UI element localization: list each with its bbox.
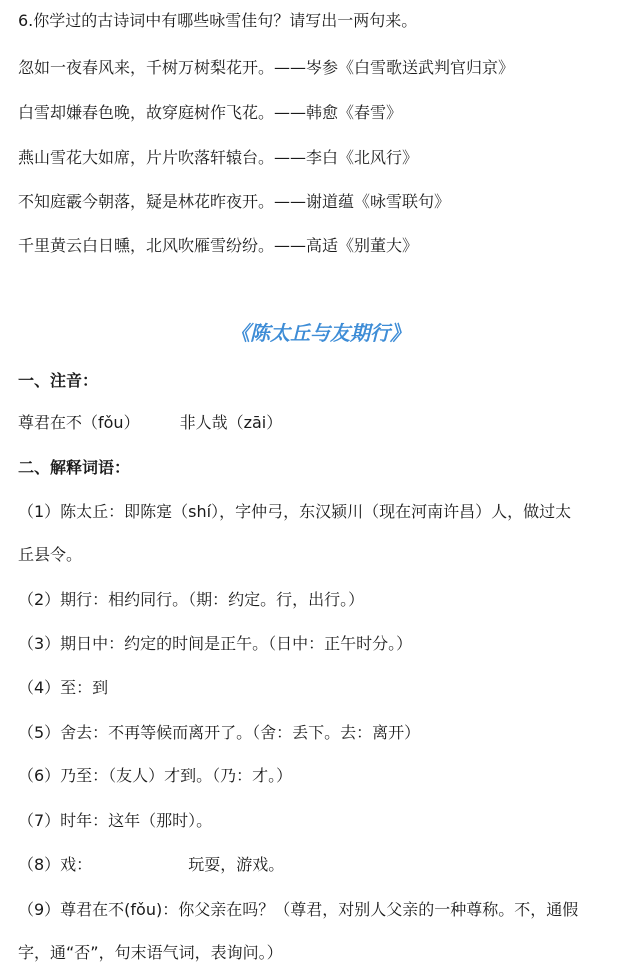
section-1-heading: 一、注音：	[18, 371, 99, 390]
definition-4: （4）至：到	[18, 678, 109, 697]
question-6-heading: 6.你学过的古诗词中有哪些咏雪佳句？请写出一两句来。	[18, 11, 418, 30]
definition-3: （3）期日中：约定的时间是正午。（日中：正午时分。）	[18, 634, 413, 653]
definition-9-line-1: （9）尊君在不(fǒu)：你父亲在吗？（尊君，对别人父亲的一种尊称。不，通假	[18, 900, 579, 919]
definition-7: （7）时年：这年（那时）。	[18, 811, 213, 830]
definition-2: （2）期行：相约同行。（期：约定。行，出行。）	[18, 590, 365, 609]
pinyin-item-2: 非人哉（zāi）	[179, 413, 283, 432]
definition-9-line-2: 字，通“否”，句末语气词，表询问。）	[18, 943, 283, 962]
definition-1-line-2: 丘县令。	[18, 545, 83, 564]
pinyin-item-1: 尊君在不（fǒu）	[18, 413, 140, 432]
poem-line-1: 忽如一夜春风来，千树万树梨花开。——岑参《白雪歌送武判官归京》	[18, 58, 515, 77]
definition-5: （5）舍去：不再等候而离开了。（舍：丢下。去：离开）	[18, 723, 421, 742]
definition-8	[18, 854, 630, 876]
poem-line-3: 燕山雪花大如席，片片吹落轩辕台。——李白《北风行》	[18, 148, 419, 167]
section-2-heading: 二、解释词语：	[18, 458, 131, 477]
lesson-title: 《陈太丘与友期行》	[230, 321, 410, 345]
definition-8-meaning: 玩耍，游戏。	[188, 855, 285, 874]
poem-line-2: 白雪却嫌春色晚，故穿庭树作飞花。——韩愈《春雪》	[18, 103, 403, 122]
poem-line-4: 不知庭霰今朝落，疑是林花昨夜开。——谢道蕴《咏雪联句》	[18, 192, 451, 211]
pinyin-items	[18, 412, 630, 434]
definition-6: （6）乃至：（友人）才到。（乃：才。）	[18, 766, 293, 785]
definition-1-line-1: （1）陈太丘：即陈寔（shí），字仲弓，东汉颍川（现在河南许昌）人，做过太	[18, 502, 572, 521]
definition-8-term: （8）戏：	[18, 855, 93, 874]
poem-line-5: 千里黄云白日曛，北风吹雁雪纷纷。——高适《别董大》	[18, 236, 419, 255]
